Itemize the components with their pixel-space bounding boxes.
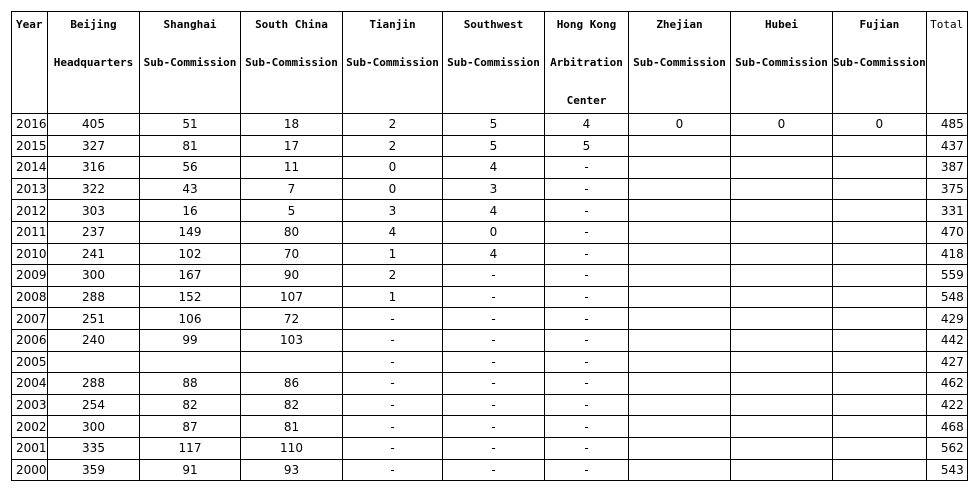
- header-line-gap: [545, 34, 628, 53]
- column-header-line: Year: [16, 18, 43, 31]
- cell-zhejian: [629, 157, 731, 179]
- cell-hong-kong: -: [545, 265, 629, 287]
- cell-total: 485: [926, 114, 967, 136]
- cell-fujian: [833, 416, 927, 438]
- cell-beijing: 240: [48, 329, 140, 351]
- cell-tianjin: 2: [343, 114, 443, 136]
- cell-shanghai: 81: [140, 135, 241, 157]
- cell-year: 2003: [12, 394, 48, 416]
- header-line-gap: [629, 34, 730, 53]
- cell-beijing: 327: [48, 135, 140, 157]
- cell-tianjin: -: [343, 394, 443, 416]
- cell-shanghai: 167: [140, 265, 241, 287]
- cell-tianjin: -: [343, 416, 443, 438]
- cell-zhejian: [629, 416, 731, 438]
- cell-beijing: 288: [48, 373, 140, 395]
- cell-year: 2007: [12, 308, 48, 330]
- cell-hubei: [731, 157, 833, 179]
- cell-fujian: [833, 373, 927, 395]
- cell-fujian: [833, 243, 927, 265]
- cell-beijing: 237: [48, 221, 140, 243]
- table-row: [12, 329, 968, 351]
- column-header-line: Sub-Commission: [143, 56, 237, 69]
- cell-year: 2005: [12, 351, 48, 373]
- cell-shanghai: 56: [140, 157, 241, 179]
- header-line-gap: [443, 34, 544, 53]
- cell-tianjin: -: [343, 437, 443, 459]
- cell-south-china: 18: [241, 114, 343, 136]
- column-header-line: Sub-Commission: [833, 56, 926, 69]
- cell-shanghai: 87: [140, 416, 241, 438]
- cell-hubei: [731, 373, 833, 395]
- header-line-gap: [140, 34, 240, 53]
- cell-shanghai: 91: [140, 459, 241, 481]
- cell-year: 2000: [12, 459, 48, 481]
- cell-year: 2001: [12, 437, 48, 459]
- cell-tianjin: 3: [343, 200, 443, 222]
- cell-total: 462: [926, 373, 967, 395]
- cell-year: 2002: [12, 416, 48, 438]
- column-header-line: Arbitration: [550, 56, 623, 69]
- cell-shanghai: 152: [140, 286, 241, 308]
- cell-fujian: [833, 135, 927, 157]
- cell-shanghai: 149: [140, 221, 241, 243]
- cell-year: 2011: [12, 221, 48, 243]
- cell-hubei: [731, 243, 833, 265]
- cell-fujian: [833, 351, 927, 373]
- cell-hong-kong: -: [545, 329, 629, 351]
- column-header-beijing: [48, 12, 140, 114]
- cell-zhejian: [629, 200, 731, 222]
- cell-southwest: 0: [443, 221, 545, 243]
- cell-zhejian: [629, 135, 731, 157]
- cell-tianjin: 1: [343, 243, 443, 265]
- cell-beijing: 241: [48, 243, 140, 265]
- cell-total: 468: [926, 416, 967, 438]
- cell-shanghai: 117: [140, 437, 241, 459]
- cell-south-china: [241, 351, 343, 373]
- cell-southwest: 5: [443, 114, 545, 136]
- cell-tianjin: -: [343, 459, 443, 481]
- cell-tianjin: -: [343, 308, 443, 330]
- cell-southwest: -: [443, 265, 545, 287]
- cell-shanghai: 16: [140, 200, 241, 222]
- table-header: [12, 12, 968, 114]
- table-row: [12, 394, 968, 416]
- cell-zhejian: [629, 329, 731, 351]
- cell-tianjin: -: [343, 351, 443, 373]
- column-header-line: Sub-Commission: [735, 56, 828, 69]
- table-row: [12, 178, 968, 200]
- cell-hong-kong: -: [545, 373, 629, 395]
- cell-hong-kong: -: [545, 394, 629, 416]
- column-header-south-china: [241, 12, 343, 114]
- header-line-gap: [241, 34, 342, 53]
- table-row: [12, 221, 968, 243]
- table-row: [12, 114, 968, 136]
- cell-zhejian: [629, 394, 731, 416]
- cell-fujian: [833, 459, 927, 481]
- cell-south-china: 110: [241, 437, 343, 459]
- table-row: [12, 459, 968, 481]
- cell-southwest: -: [443, 373, 545, 395]
- cell-total: 418: [926, 243, 967, 265]
- column-header-line: Total: [930, 18, 964, 31]
- cell-hubei: [731, 459, 833, 481]
- header-line-gap: [833, 34, 926, 53]
- cell-tianjin: 0: [343, 178, 443, 200]
- cell-shanghai: 106: [140, 308, 241, 330]
- cell-total: 442: [926, 329, 967, 351]
- cell-tianjin: 2: [343, 135, 443, 157]
- cell-fujian: [833, 329, 927, 351]
- cell-southwest: 3: [443, 178, 545, 200]
- cell-hubei: [731, 308, 833, 330]
- cell-southwest: -: [443, 286, 545, 308]
- column-header-line: Tianjin: [369, 18, 416, 31]
- column-header-shanghai: [140, 12, 241, 114]
- cell-beijing: 316: [48, 157, 140, 179]
- cell-total: 543: [926, 459, 967, 481]
- header-line-gap: [343, 34, 442, 53]
- cell-zhejian: [629, 243, 731, 265]
- cell-total: 470: [926, 221, 967, 243]
- header-line-gap: [731, 34, 832, 53]
- cell-hubei: [731, 135, 833, 157]
- cell-total: 331: [926, 200, 967, 222]
- table-row: [12, 200, 968, 222]
- cell-south-china: 70: [241, 243, 343, 265]
- cell-hong-kong: -: [545, 459, 629, 481]
- cell-south-china: 90: [241, 265, 343, 287]
- cell-shanghai: 43: [140, 178, 241, 200]
- column-header-line: Hong Kong: [556, 18, 617, 31]
- cell-year: 2016: [12, 114, 48, 136]
- column-header-line: Fujian: [859, 18, 900, 31]
- cell-tianjin: 0: [343, 157, 443, 179]
- cell-tianjin: -: [343, 373, 443, 395]
- cell-south-china: 81: [241, 416, 343, 438]
- cell-beijing: 405: [48, 114, 140, 136]
- header-row: [12, 12, 968, 114]
- cell-year: 2013: [12, 178, 48, 200]
- cell-zhejian: [629, 286, 731, 308]
- cell-hubei: [731, 394, 833, 416]
- table-row: [12, 416, 968, 438]
- column-header-line: Sub-Commission: [245, 56, 338, 69]
- cell-total: 387: [926, 157, 967, 179]
- cell-beijing: 288: [48, 286, 140, 308]
- cell-shanghai: [140, 351, 241, 373]
- cell-south-china: 82: [241, 394, 343, 416]
- column-header-line: Southwest: [463, 18, 524, 31]
- cell-year: 2006: [12, 329, 48, 351]
- cell-south-china: 11: [241, 157, 343, 179]
- cell-hubei: [731, 178, 833, 200]
- cell-hubei: [731, 416, 833, 438]
- cell-fujian: [833, 286, 927, 308]
- cell-shanghai: 88: [140, 373, 241, 395]
- cell-year: 2009: [12, 265, 48, 287]
- cell-tianjin: 1: [343, 286, 443, 308]
- cell-year: 2004: [12, 373, 48, 395]
- cell-zhejian: [629, 459, 731, 481]
- column-header-line: Sub-Commission: [346, 56, 439, 69]
- cell-shanghai: 102: [140, 243, 241, 265]
- cell-beijing: 303: [48, 200, 140, 222]
- cell-fujian: [833, 157, 927, 179]
- header-line-gap: [545, 72, 628, 91]
- cell-beijing: 300: [48, 265, 140, 287]
- cell-south-china: 107: [241, 286, 343, 308]
- column-header-line: Zhejian: [656, 18, 703, 31]
- cell-southwest: -: [443, 308, 545, 330]
- cell-beijing: 300: [48, 416, 140, 438]
- column-header-line: Sub-Commission: [447, 56, 540, 69]
- cell-zhejian: [629, 437, 731, 459]
- cell-fujian: [833, 437, 927, 459]
- cell-hong-kong: -: [545, 200, 629, 222]
- cell-southwest: 4: [443, 243, 545, 265]
- cell-year: 2014: [12, 157, 48, 179]
- column-header-hong-kong: [545, 12, 629, 114]
- cell-hong-kong: -: [545, 243, 629, 265]
- table-row: [12, 351, 968, 373]
- cell-fujian: [833, 200, 927, 222]
- column-header-line: South China: [255, 18, 328, 31]
- cell-hong-kong: -: [545, 286, 629, 308]
- table-row: [12, 373, 968, 395]
- cell-tianjin: 4: [343, 221, 443, 243]
- column-header-zhejian: [629, 12, 731, 114]
- cell-fujian: [833, 221, 927, 243]
- cell-beijing: 254: [48, 394, 140, 416]
- cell-shanghai: 82: [140, 394, 241, 416]
- cell-southwest: -: [443, 459, 545, 481]
- cell-fujian: 0: [833, 114, 927, 136]
- cell-hong-kong: 4: [545, 114, 629, 136]
- cell-tianjin: 2: [343, 265, 443, 287]
- document-page: [11, 11, 968, 481]
- cell-hubei: [731, 329, 833, 351]
- cell-hubei: [731, 286, 833, 308]
- cell-fujian: [833, 178, 927, 200]
- cell-hong-kong: -: [545, 221, 629, 243]
- cell-southwest: -: [443, 351, 545, 373]
- table-row: [12, 135, 968, 157]
- cell-year: 2008: [12, 286, 48, 308]
- cell-zhejian: 0: [629, 114, 731, 136]
- cell-southwest: 4: [443, 200, 545, 222]
- table-row: [12, 437, 968, 459]
- cell-hubei: 0: [731, 114, 833, 136]
- cell-hubei: [731, 265, 833, 287]
- column-header-year: [12, 12, 48, 114]
- cell-southwest: -: [443, 416, 545, 438]
- column-header-hubei: [731, 12, 833, 114]
- cell-total: 559: [926, 265, 967, 287]
- cell-southwest: 4: [443, 157, 545, 179]
- cell-total: 422: [926, 394, 967, 416]
- column-header-line: Headquarters: [53, 56, 134, 69]
- column-header-line: Hubei: [764, 18, 799, 31]
- cell-hong-kong: -: [545, 157, 629, 179]
- cell-shanghai: 51: [140, 114, 241, 136]
- cell-southwest: 5: [443, 135, 545, 157]
- cell-zhejian: [629, 351, 731, 373]
- cell-hong-kong: -: [545, 351, 629, 373]
- statistics-table: [11, 11, 968, 481]
- table-row: [12, 243, 968, 265]
- cell-south-china: 17: [241, 135, 343, 157]
- cell-zhejian: [629, 373, 731, 395]
- cell-beijing: 251: [48, 308, 140, 330]
- cell-tianjin: -: [343, 329, 443, 351]
- cell-total: 548: [926, 286, 967, 308]
- cell-south-china: 103: [241, 329, 343, 351]
- cell-fujian: [833, 265, 927, 287]
- cell-south-china: 80: [241, 221, 343, 243]
- cell-hubei: [731, 351, 833, 373]
- cell-south-china: 5: [241, 200, 343, 222]
- cell-total: 562: [926, 437, 967, 459]
- cell-total: 429: [926, 308, 967, 330]
- table-body: [12, 114, 968, 481]
- cell-year: 2012: [12, 200, 48, 222]
- table-row: [12, 265, 968, 287]
- column-header-line: Center: [566, 94, 607, 107]
- cell-hong-kong: -: [545, 416, 629, 438]
- cell-south-china: 86: [241, 373, 343, 395]
- column-header-fujian: [833, 12, 927, 114]
- column-header-line: Shanghai: [163, 18, 217, 31]
- column-header-total: [926, 12, 967, 114]
- cell-beijing: 322: [48, 178, 140, 200]
- cell-beijing: 335: [48, 437, 140, 459]
- column-header-tianjin: [343, 12, 443, 114]
- cell-total: 375: [926, 178, 967, 200]
- cell-year: 2010: [12, 243, 48, 265]
- cell-hong-kong: -: [545, 178, 629, 200]
- cell-hong-kong: 5: [545, 135, 629, 157]
- cell-total: 437: [926, 135, 967, 157]
- cell-beijing: [48, 351, 140, 373]
- cell-zhejian: [629, 265, 731, 287]
- header-line-gap: [48, 34, 139, 53]
- column-header-line: Beijing: [70, 18, 117, 31]
- column-header-line: Sub-Commission: [633, 56, 726, 69]
- cell-south-china: 7: [241, 178, 343, 200]
- cell-hong-kong: -: [545, 437, 629, 459]
- cell-shanghai: 99: [140, 329, 241, 351]
- cell-beijing: 359: [48, 459, 140, 481]
- cell-hubei: [731, 221, 833, 243]
- cell-hong-kong: -: [545, 308, 629, 330]
- cell-total: 427: [926, 351, 967, 373]
- cell-south-china: 93: [241, 459, 343, 481]
- table-row: [12, 286, 968, 308]
- cell-year: 2015: [12, 135, 48, 157]
- cell-southwest: -: [443, 437, 545, 459]
- cell-hubei: [731, 437, 833, 459]
- cell-zhejian: [629, 178, 731, 200]
- table-row: [12, 157, 968, 179]
- table-row: [12, 308, 968, 330]
- cell-fujian: [833, 308, 927, 330]
- column-header-southwest: [443, 12, 545, 114]
- cell-zhejian: [629, 308, 731, 330]
- cell-southwest: -: [443, 394, 545, 416]
- cell-hubei: [731, 200, 833, 222]
- cell-southwest: -: [443, 329, 545, 351]
- cell-zhejian: [629, 221, 731, 243]
- cell-south-china: 72: [241, 308, 343, 330]
- cell-fujian: [833, 394, 927, 416]
